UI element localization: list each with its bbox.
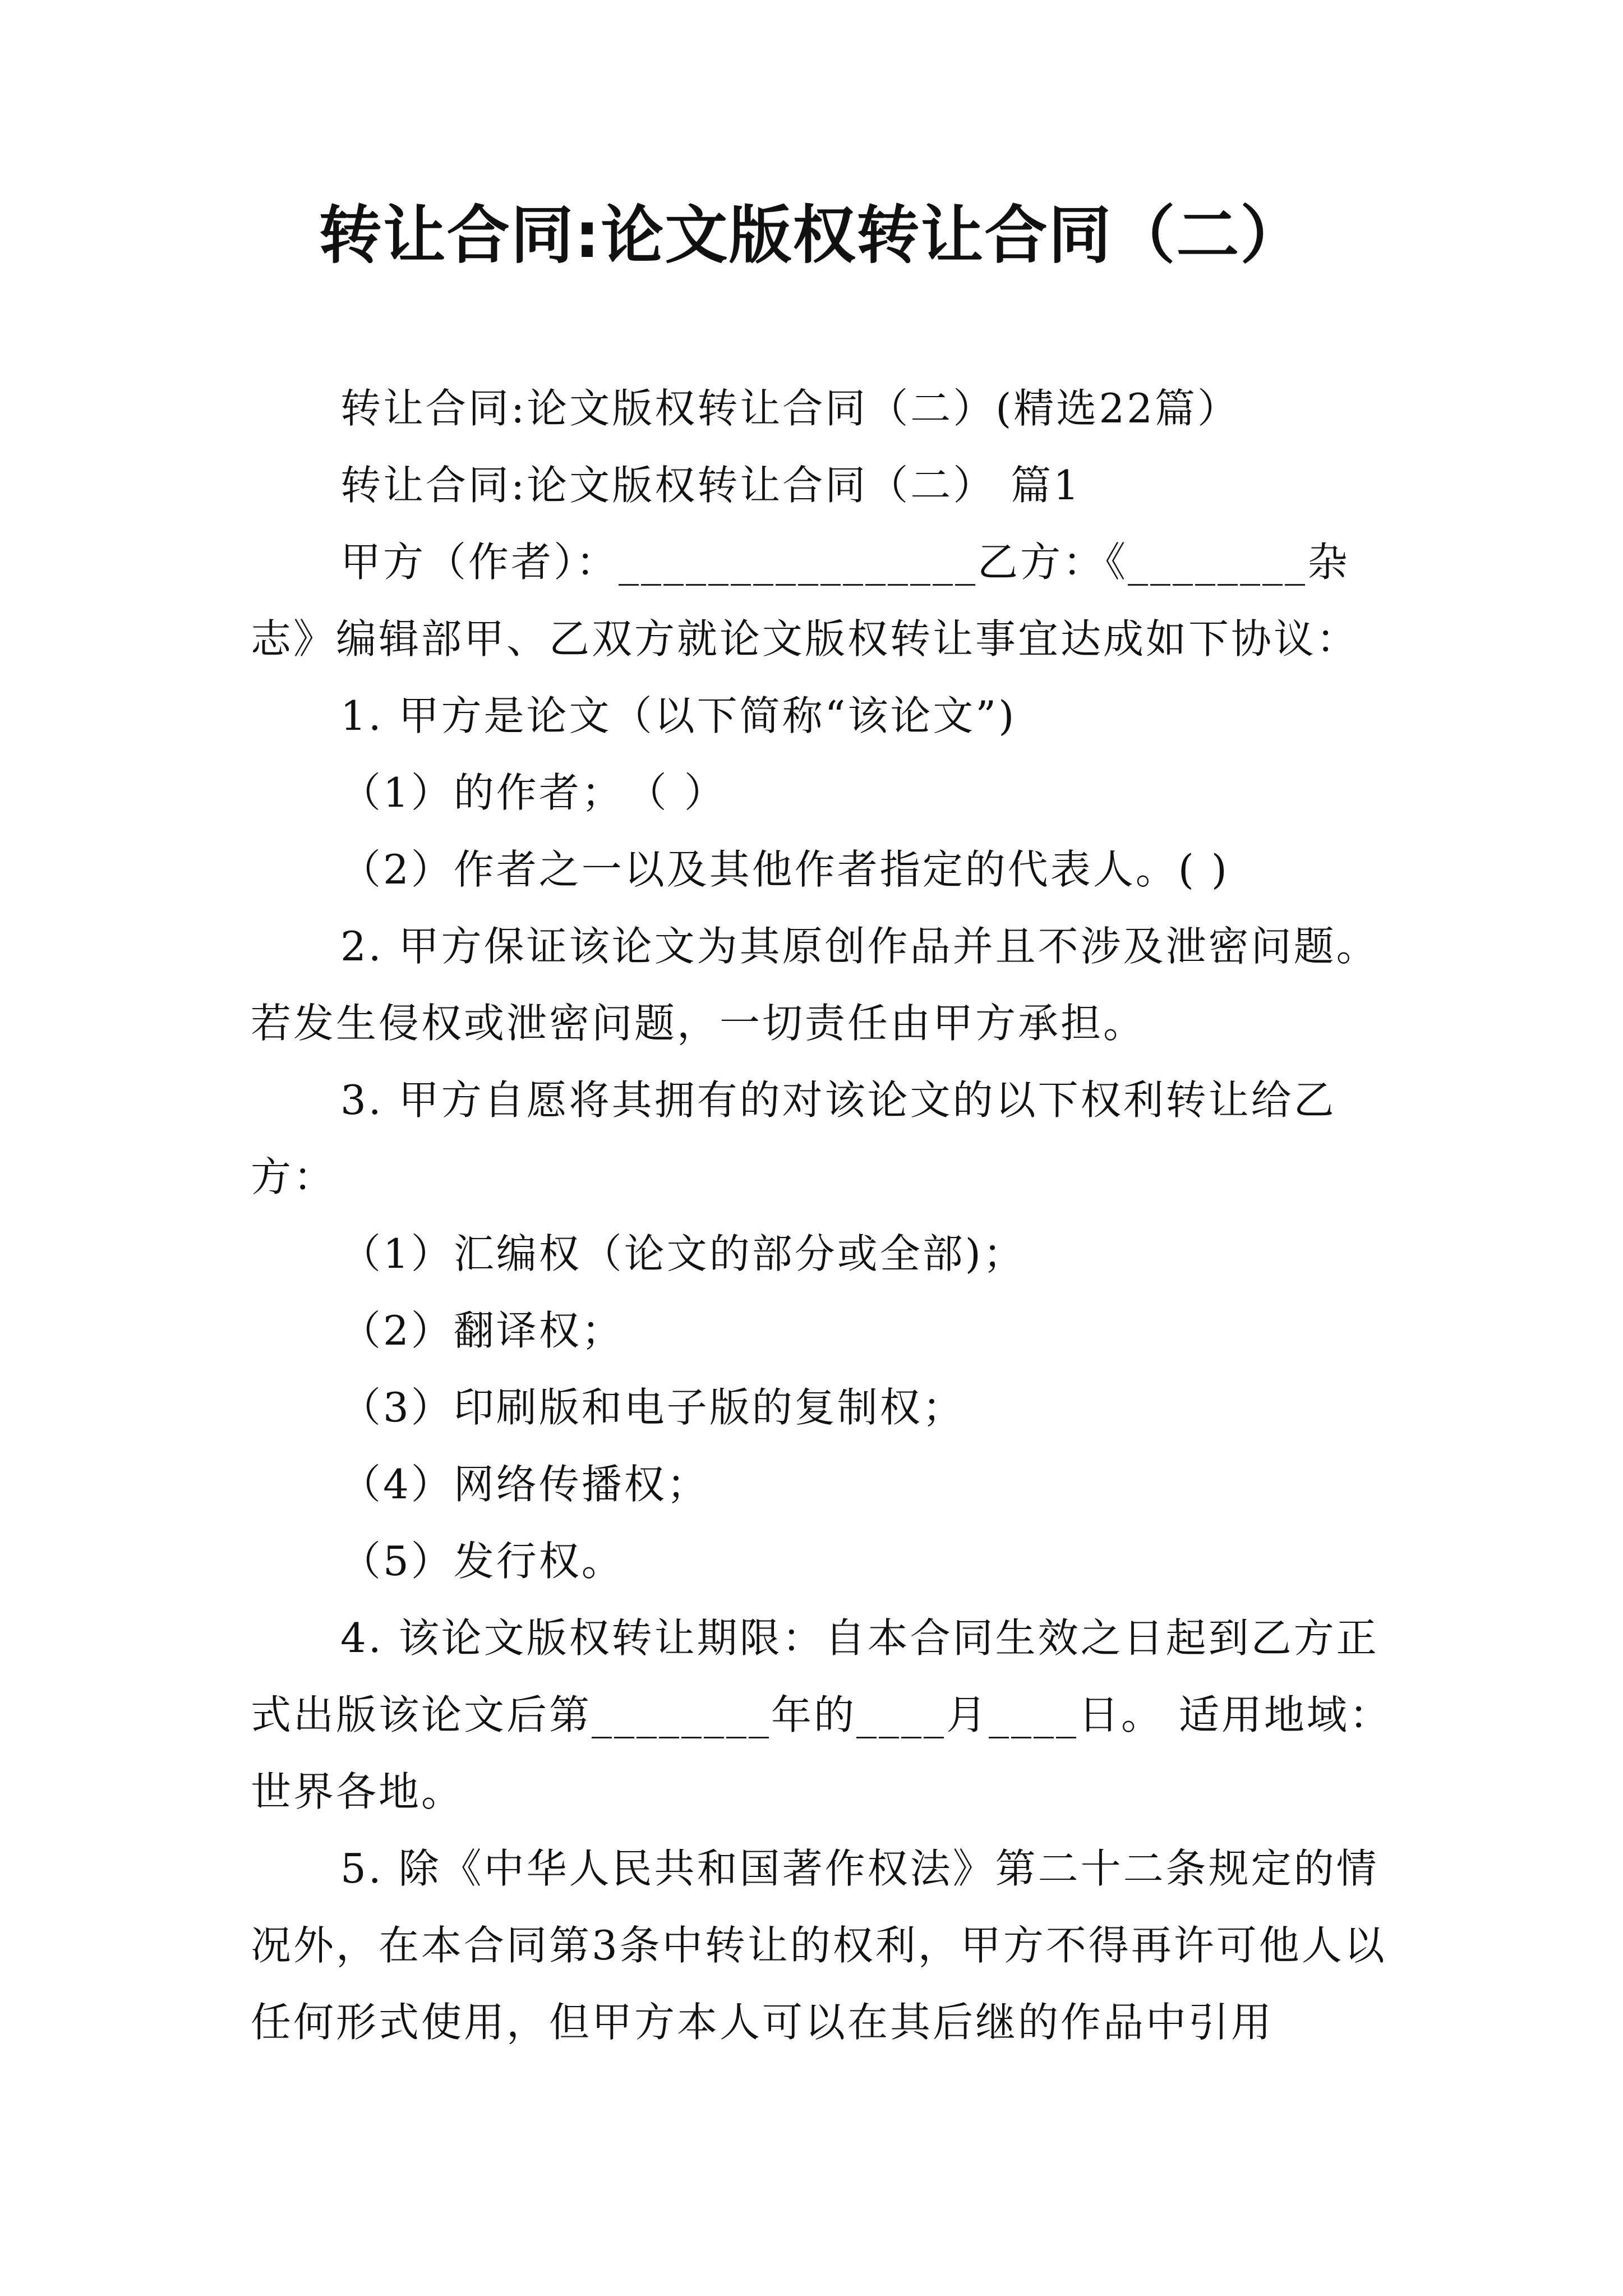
- paragraph-clause-1-option-1: （1）的作者； （ ）: [340, 769, 727, 816]
- document-body: [251, 370, 1400, 2061]
- paragraph-clause-4: 4. 该论文版权转让期限：自本合同生效之日起到乙方正式出版该论文后第________年的____月____日。 适用地域：世界各地。: [251, 1614, 1392, 1815]
- paragraph-subtitle: 转让合同:论文版权转让合同（二）(精选22篇）: [340, 385, 1240, 432]
- paragraph-clause-3-right-4: （4）网络传播权；: [340, 1461, 709, 1508]
- paragraph-clause-3-right-5: （5）发行权。: [340, 1538, 624, 1585]
- paragraph-clause-2: 2. 甲方保证该论文为其原创作品并且不涉及泄密问题。若发生侵权或泄密问题，一切责任由甲方承担。: [251, 923, 1379, 1047]
- paragraph-clause-3-right-1: （1）汇编权（论文的部分或全部)；: [340, 1230, 1026, 1277]
- paragraph-clause-1-option-2: （2）作者之一以及其他作者指定的代表人。( ): [340, 846, 1229, 893]
- paragraph-clause-3-right-2: （2）翻译权；: [340, 1307, 624, 1354]
- paragraph-section-heading: 转让合同:论文版权转让合同（二） 篇1: [340, 462, 1081, 509]
- paragraph-clause-1: 1. 甲方是论文（以下简称“该论文”): [340, 692, 1017, 739]
- paragraph-clause-5: 5. 除《中华人民共和国著作权法》第二十二条规定的情况外，在本合同第3条中转让的权利，甲方不得再许可他人以任何形式使用，但甲方本人可以在其后继的作品中引用: [251, 1845, 1387, 2046]
- paragraph-clause-3-right-3: （3）印刷版和电子版的复制权；: [340, 1384, 965, 1431]
- document-title: 转让合同:论文版权转让合同（二）: [319, 199, 1304, 272]
- paragraph-parties: 甲方（作者）：________________乙方：《________杂志》编辑部甲、乙双方就论文版权转让事宜达成如下协议：: [251, 539, 1359, 662]
- paragraph-clause-3: 3. 甲方自愿将其拥有的对该论文的以下权利转让给乙方：: [251, 1076, 1336, 1200]
